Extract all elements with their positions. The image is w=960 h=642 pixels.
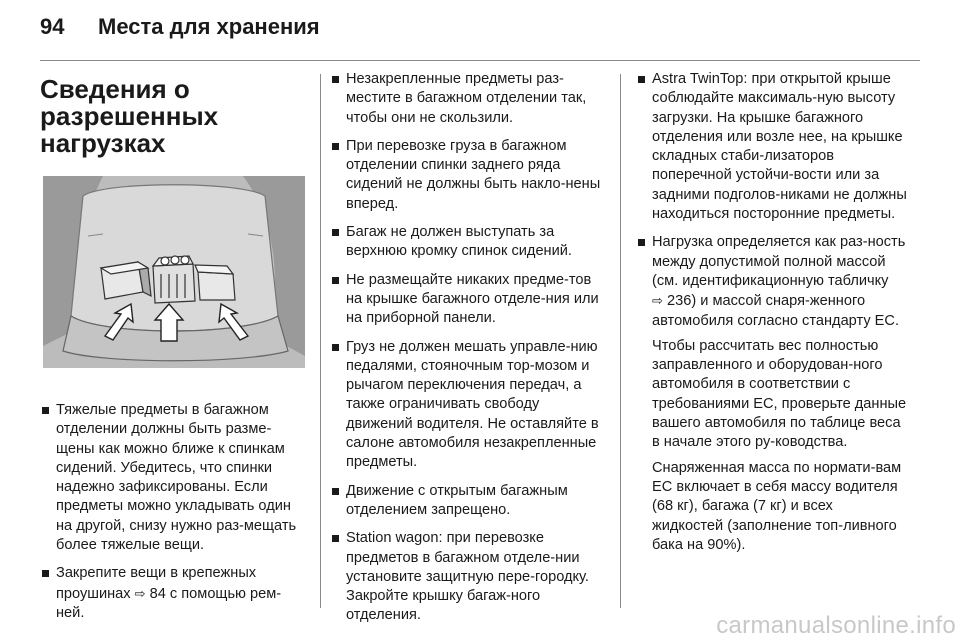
- list-item: Не размещайте никаких предме-тов на крышке багажного отделе-ния или на приборной панели.: [330, 271, 606, 329]
- list-item: Закрепите вещи в крепежных проушинах ⇨ 84 с помощью рем-ней.: [40, 564, 308, 623]
- section-title: Сведения о разрешенных нагрузках: [40, 74, 219, 158]
- list-item: Тяжелые предметы в багажном отделении должны быть разме-щены как можно ближе к спинкам сидений. Убедитесь, что спинки надежно зафиксированы. Если предметы можно укладывать один на другой, снизу нужно раз-мещать более тяжелые вещи.: [40, 401, 308, 555]
- bullet-list-2: [330, 70, 606, 626]
- page-reference[interactable]: 236: [666, 293, 692, 310]
- bullet-list-1: [40, 401, 308, 623]
- column-1-list: [40, 401, 308, 632]
- page-reference[interactable]: 84: [149, 585, 166, 602]
- list-item: При перевозке груза в багажном отделении спинки заднего ряда сидений не должны быть накло-нены вперед.: [330, 137, 606, 214]
- column-divider-2: [620, 74, 621, 608]
- list-item: Station wagon: при перевозке предметов в багажном отделе-нии установите защитную пере-городку. Закройте крышку багаж-ного отделения.: [330, 529, 606, 625]
- page-number: 94: [40, 14, 65, 39]
- luggage-illustration-icon: [43, 176, 305, 368]
- page-reference-arrow-icon: ⇨: [652, 293, 663, 309]
- column-3: [636, 70, 908, 561]
- paragraph: Снаряженная масса по нормати-вам ЕС включает в себя массу водителя (68 кг), багажа (7 кг) и всех жидкостей (заполнение топ-ливного бака на 90%).: [652, 459, 902, 553]
- luggage-loading-illustration: [43, 176, 305, 368]
- column-2: [330, 70, 606, 635]
- paragraph: Чтобы рассчитать вес полностью заправленного и оборудован-ного автомобиля в соответствии с требованиями ЕС, проверьте данные вашего автомобиля по таблице веса в начале этого ру-ководства.: [652, 337, 907, 451]
- watermark: carmanualsonline.info: [716, 612, 956, 639]
- bullet-list-3: [636, 70, 908, 331]
- list-item: Груз не должен мешать управле-нию педалями, стояночным тор-мозом и рычагом переключения передач, а также ограничивать свободу движений водителя. Не оставляйте в салоне автомобиля незакрепленные предметы.: [330, 338, 606, 473]
- list-item: Нагрузка определяется как раз-ность между допустимой полной массой (см. идентификационную табличку ⇨ 236) и массой снаря-женного автомобиля согласно стандарту ЕС.: [636, 233, 908, 330]
- column-1: [40, 70, 308, 157]
- page-header: [40, 14, 320, 48]
- header-rule: [40, 60, 920, 61]
- list-item: Багаж не должен выступать за верхнюю кромку спинок сидений.: [330, 223, 606, 262]
- running-title: Места для хранения: [98, 14, 320, 39]
- column-divider-1: [320, 74, 321, 608]
- list-item: Движение с открытым багажным отделением запрещено.: [330, 482, 606, 521]
- page-reference-arrow-icon: ⇨: [134, 585, 146, 601]
- list-item: Astra TwinTop: при открытой крыше соблюдайте максималь-ную высоту загрузки. На крышке багажного отделения или возле нее, на крышке складных стаби-лизаторов поперечной устойчи-вости или за задними подголов-никами не должны находиться посторонние предметы.: [636, 70, 908, 224]
- list-item: Незакрепленные предметы раз-местите в багажном отделении так, чтобы они не скользили.: [330, 70, 606, 128]
